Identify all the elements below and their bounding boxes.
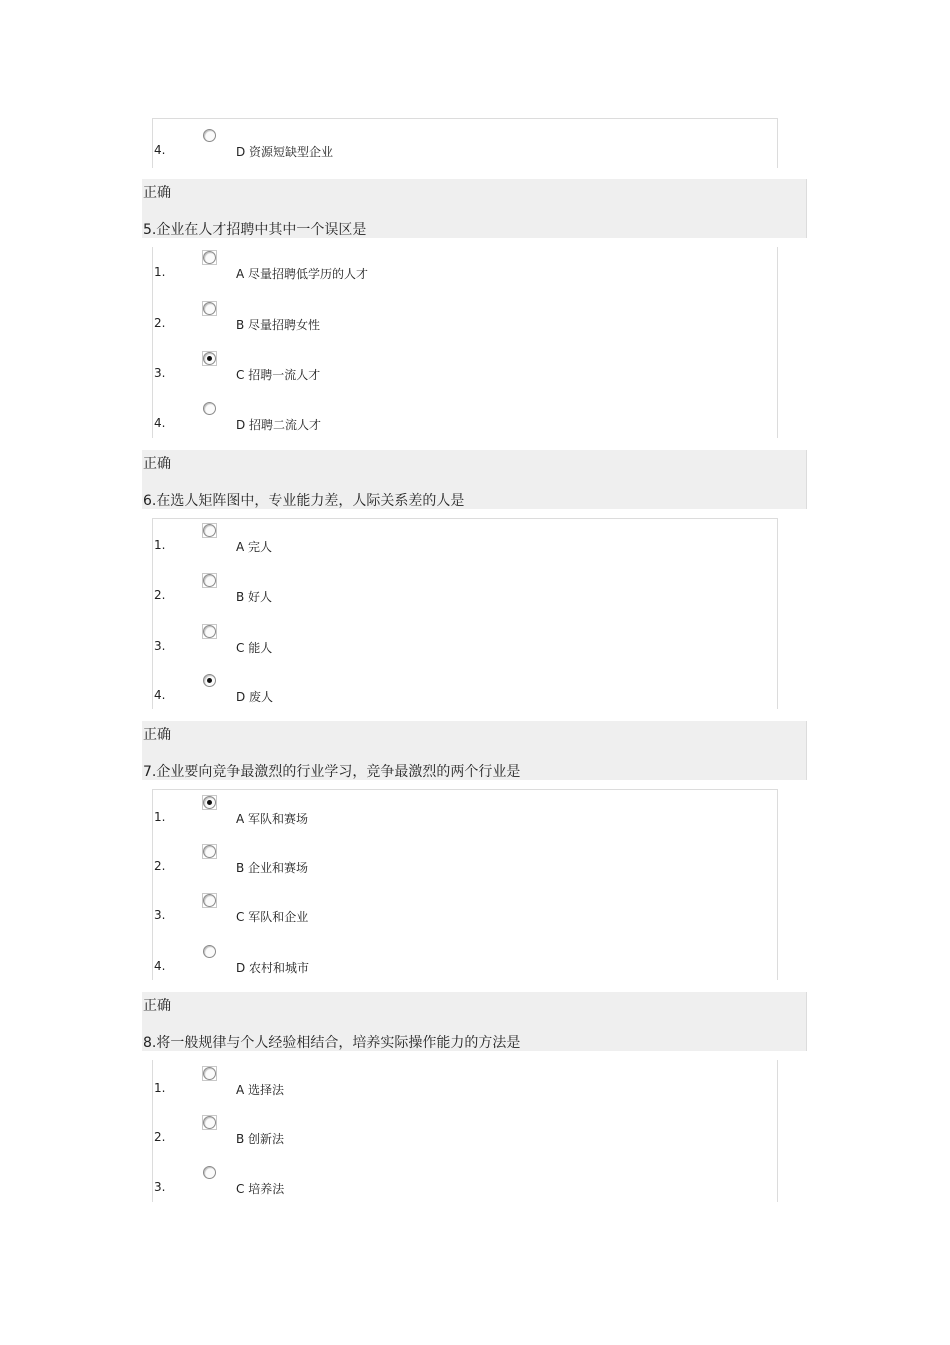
option-label: D 资源短缺型企业 bbox=[236, 145, 334, 159]
radio-checked-icon[interactable] bbox=[203, 352, 216, 365]
option-label: B 尽量招聘女性 bbox=[236, 318, 321, 332]
question-text: 5.企业在人才招聘中其中一个误区是 bbox=[143, 222, 367, 238]
option-q6-c[interactable] bbox=[153, 633, 753, 655]
radio-unchecked-icon[interactable] bbox=[203, 402, 216, 415]
option-label: C 招聘一流人才 bbox=[236, 368, 321, 382]
answer-status: 正确 bbox=[143, 456, 171, 472]
question-text: 8.将一般规律与个人经验相结合，培养实际操作能力的方法是 bbox=[143, 1035, 521, 1051]
options-group-q5 bbox=[152, 247, 778, 438]
question-text: 7.企业要向竞争最激烈的行业学习，竞争最激烈的两个行业是 bbox=[143, 764, 521, 780]
radio-unchecked-icon[interactable] bbox=[203, 524, 216, 537]
option-label: D 农村和城市 bbox=[236, 961, 310, 975]
question-header-q5 bbox=[142, 179, 806, 238]
option-number: 2. bbox=[154, 1130, 166, 1144]
radio-unchecked-icon[interactable] bbox=[203, 302, 216, 315]
option-q8-a[interactable] bbox=[153, 1075, 753, 1097]
options-group-q8 bbox=[152, 1060, 778, 1202]
option-number: 4. bbox=[154, 143, 166, 157]
answer-status: 正确 bbox=[143, 727, 171, 743]
options-group-q7 bbox=[152, 789, 778, 980]
option-q8-c[interactable] bbox=[153, 1174, 753, 1196]
option-q7-c[interactable] bbox=[153, 902, 753, 924]
answer-status: 正确 bbox=[143, 185, 171, 201]
radio-unchecked-icon[interactable] bbox=[203, 894, 216, 907]
option-label: B 好人 bbox=[236, 590, 273, 604]
radio-unchecked-icon[interactable] bbox=[203, 129, 216, 142]
option-label: C 培养法 bbox=[236, 1182, 285, 1196]
option-number: 2. bbox=[154, 859, 166, 873]
option-number: 4. bbox=[154, 688, 166, 702]
option-number: 1. bbox=[154, 538, 166, 552]
option-number: 1. bbox=[154, 1081, 166, 1095]
option-number: 4. bbox=[154, 959, 166, 973]
option-label: A 选择法 bbox=[236, 1083, 285, 1097]
option-number: 2. bbox=[154, 316, 166, 330]
option-q7-d[interactable] bbox=[153, 953, 753, 975]
option-q5-a[interactable] bbox=[153, 259, 753, 281]
options-group-q6 bbox=[152, 518, 778, 709]
option-label: D 招聘二流人才 bbox=[236, 418, 322, 432]
option-label: D 废人 bbox=[236, 690, 274, 704]
options-group-q4 bbox=[152, 118, 778, 168]
option-label: B 企业和赛场 bbox=[236, 861, 309, 875]
radio-unchecked-icon[interactable] bbox=[203, 1067, 216, 1080]
option-q5-d[interactable] bbox=[153, 410, 753, 432]
option-label: B 创新法 bbox=[236, 1132, 285, 1146]
answer-status: 正确 bbox=[143, 998, 171, 1014]
radio-unchecked-icon[interactable] bbox=[203, 1116, 216, 1129]
option-number: 3. bbox=[154, 639, 166, 653]
option-number: 1. bbox=[154, 265, 166, 279]
question-header-q6 bbox=[142, 450, 806, 509]
option-label: A 尽量招聘低学历的人才 bbox=[236, 267, 369, 281]
option-q4-d[interactable] bbox=[153, 137, 753, 159]
radio-unchecked-icon[interactable] bbox=[203, 845, 216, 858]
option-label: A 完人 bbox=[236, 540, 273, 554]
option-q5-c[interactable] bbox=[153, 360, 753, 382]
option-q6-b[interactable] bbox=[153, 582, 753, 604]
option-q7-a[interactable] bbox=[153, 804, 753, 826]
option-q5-b[interactable] bbox=[153, 310, 753, 332]
option-number: 3. bbox=[154, 366, 166, 380]
radio-unchecked-icon[interactable] bbox=[203, 1166, 216, 1179]
option-label: C 能人 bbox=[236, 641, 273, 655]
option-q8-b[interactable] bbox=[153, 1124, 753, 1146]
radio-checked-icon[interactable] bbox=[203, 796, 216, 809]
option-label: A 军队和赛场 bbox=[236, 812, 309, 826]
radio-unchecked-icon[interactable] bbox=[203, 251, 216, 264]
option-q6-d[interactable] bbox=[153, 682, 753, 704]
option-q6-a[interactable] bbox=[153, 532, 753, 554]
radio-unchecked-icon[interactable] bbox=[203, 945, 216, 958]
option-number: 1. bbox=[154, 810, 166, 824]
option-number: 3. bbox=[154, 1180, 166, 1194]
option-number: 4. bbox=[154, 416, 166, 430]
option-number: 3. bbox=[154, 908, 166, 922]
option-q7-b[interactable] bbox=[153, 853, 753, 875]
question-header-q7 bbox=[142, 721, 806, 780]
radio-checked-icon[interactable] bbox=[203, 674, 216, 687]
radio-unchecked-icon[interactable] bbox=[203, 625, 216, 638]
radio-unchecked-icon[interactable] bbox=[203, 574, 216, 587]
option-number: 2. bbox=[154, 588, 166, 602]
question-header-q8 bbox=[142, 992, 806, 1051]
option-label: C 军队和企业 bbox=[236, 910, 309, 924]
question-text: 6.在选人矩阵图中，专业能力差，人际关系差的人是 bbox=[143, 493, 465, 509]
